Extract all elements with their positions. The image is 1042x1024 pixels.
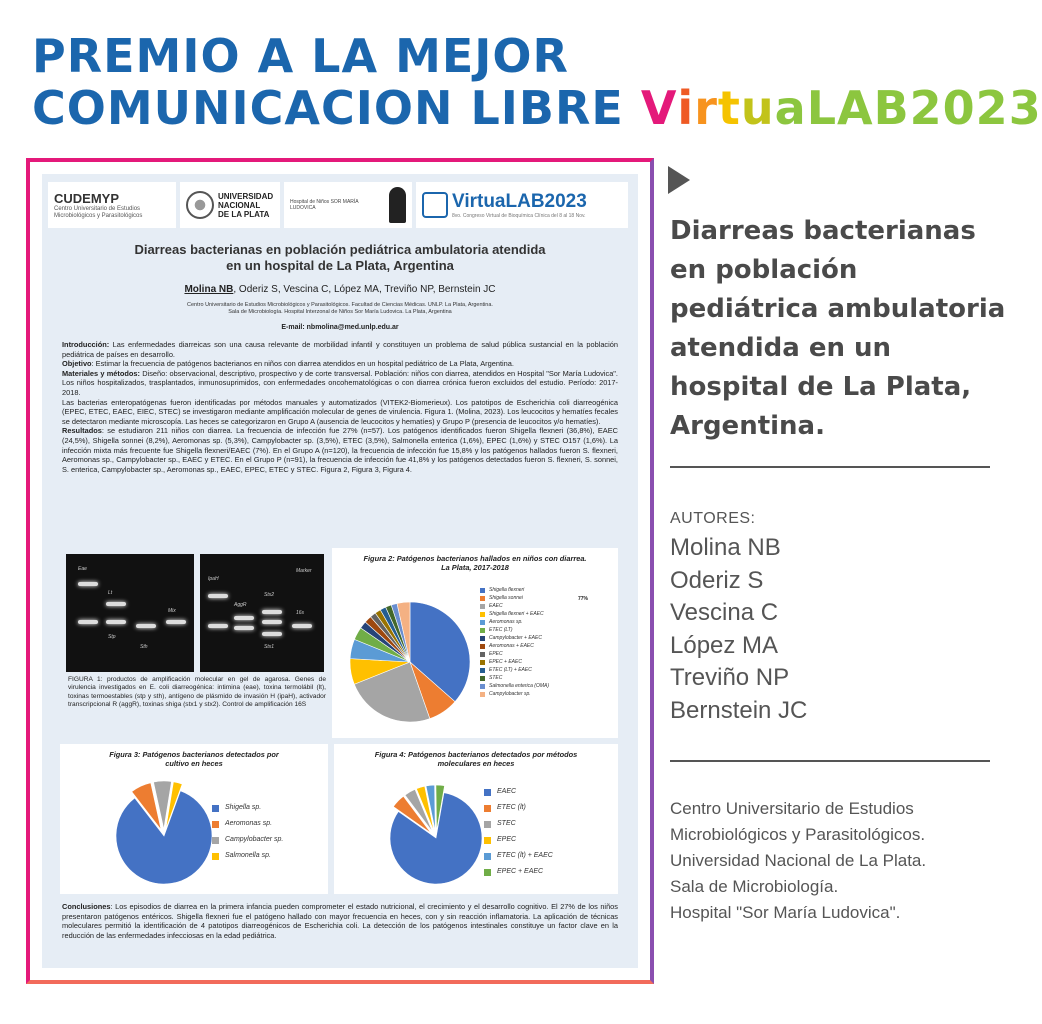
legend-swatch — [484, 853, 491, 860]
legend-swatch — [480, 628, 485, 633]
poster-frame — [26, 158, 654, 984]
poster-other-authors: , Oderiz S, Vescina C, López MA, Treviño NP, Bernstein JC — [233, 284, 496, 295]
virtualab-brand — [641, 81, 1042, 135]
unlp-seal-icon — [186, 191, 214, 219]
authors-list — [670, 532, 807, 727]
figure-2-slices — [350, 602, 470, 722]
intro-paragraph — [62, 340, 618, 359]
poster — [42, 174, 638, 968]
figure-3 — [60, 744, 328, 894]
legend-label: Campylobacter sp. — [225, 836, 284, 843]
affiliation-list — [670, 796, 1020, 926]
legend-swatch — [484, 789, 491, 796]
legend-item — [480, 642, 549, 650]
brand-letter: i — [677, 81, 695, 135]
cudemyp-name: CUDEMYP — [54, 190, 120, 206]
nun-silhouette-icon — [389, 187, 406, 223]
virtualab-logo-text — [452, 191, 587, 219]
poster-affiliation: Sala de Microbiología. Hospital Interzonal de Niños Sor María Ludovica. La Plata, Argentina — [228, 309, 452, 315]
affiliation-line: Universidad Nacional de La Plata. — [670, 851, 927, 870]
gel-band — [262, 610, 282, 614]
legend-item — [480, 594, 549, 602]
legend-item — [480, 610, 549, 618]
legend-swatch — [212, 805, 219, 812]
results-text: : se estudiaron 211 niños con diarrea. La frecuencia de infección fue 27% (n=57). Los patógenos identificados fueron Shigella flexneri (36,8%), EAEC (24,5%), Shigella sonnei (8,2%), Aeromonas sp. (5,3%), Campylobacter sp. (3,5%), ETEC (3,5%), Salmonella enterica (1,6%), EPEC (1,6%) y STEC O157 (1,6%). La infección mixta más frecuente fue Shigella flexneri/EAEC (7%). En el Grupo A (n=120), la frecuencia de infección fue 15,8% y los patógenos hallados fueron S. flexneri, Aeromonas sp., Campylobacter sp., EAEC y ETEC. En el Grupo P (n=91), la frecuencia de infección fue 41,8% y los patógenos detectados fueron S. flexneri, S. sonnei, S. enterica, Campylobacter sp., Aeromonas sp., EAEC, EPEC, ETEC y STEC. Figura 2, Figura 3, Figura 4. — [62, 426, 618, 474]
legend-item — [480, 658, 549, 666]
legend-label: Salmonella enterica (OMA) — [489, 683, 550, 689]
author-name: Oderiz S — [670, 566, 764, 594]
legend-swatch — [212, 837, 219, 844]
legend-swatch — [480, 636, 485, 641]
gel-band — [262, 620, 282, 624]
gel-label: 16s — [296, 610, 305, 616]
legend-item — [480, 674, 549, 682]
legend-swatch — [484, 805, 491, 812]
legend-label: EAEC — [497, 788, 517, 795]
legend-label: STEC — [489, 675, 503, 681]
poster-affiliations — [82, 302, 598, 316]
figure-2-brace-label: 77% — [578, 596, 589, 602]
gel-band — [234, 626, 254, 630]
gel-band — [208, 594, 228, 598]
brand-letter: L — [806, 81, 837, 135]
poster-authors — [62, 284, 618, 295]
legend-item — [484, 784, 553, 800]
figure-3-legend — [212, 800, 283, 864]
legend-swatch — [484, 821, 491, 828]
legend-label: ETEC (lt) + EAEC — [497, 852, 553, 859]
figure-3-pie — [60, 744, 328, 894]
legend-item — [484, 800, 553, 816]
brand-letter: u — [740, 81, 775, 135]
legend-swatch — [212, 853, 219, 860]
legend-label: Campylobacter sp. — [489, 691, 531, 697]
brand-letter: r — [694, 81, 718, 135]
cudemyp-logo — [48, 182, 176, 228]
intro-text: Las enfermedades diarreicas son una causa relevante de morbilidad infantil y constituyen un problema de salud pública sustancial en la población pediátrica de países en desarrollo. — [62, 340, 618, 359]
conclusions-text: : Los episodios de diarrea en la primera infancia pueden comprometer el estado nutricional, el crecimiento y el desarrollo cognitivo. El 27% de los niños presentaron patógenos entéricos. Shigella flexneri fue el patógeno hallado con mayor frecuencia en heces, con y sin reacción inflamatoria. La aplicación de técnicas moleculares permitió la identificación de 4 patotipos diarreogénicos de Escherichia coli. La detección de los patógenos intestinales constituye un factor clave en la reducción de las enfermedades infecciosas en la edad pediátrica. — [62, 902, 618, 940]
legend-label: STEC — [497, 820, 516, 827]
unlp-logo — [180, 182, 280, 228]
legend-label: EAEC — [489, 603, 503, 609]
gel-label: AggR — [234, 602, 247, 608]
hospital-name: Hospital de Niños SOR MARÍA LUDOVICA — [290, 199, 359, 211]
legend-label: ETEC (lt) — [497, 804, 526, 811]
legend-swatch — [480, 684, 485, 689]
legend-swatch — [480, 596, 485, 601]
hospital-logo — [284, 182, 412, 228]
legend-swatch — [480, 604, 485, 609]
figure-4-legend — [484, 784, 553, 880]
methods-text: Diseño: observacional, descriptivo, prospectivo y de corte transversal. Población: niños con diarrea, atendidos en Hospital "Sor María Ludovica". Los niños hospitalizados, trasplantados, inmunosuprimidos, con enfermedades oncohematológicas o con diarrea crónica fueron excluidos del estudio. Período: 2017-2018. — [62, 368, 618, 397]
affiliation-line: Hospital "Sor María Ludovica". — [670, 903, 901, 922]
legend-item — [480, 602, 549, 610]
legend-item — [480, 682, 549, 690]
author-name: Treviño NP — [670, 664, 790, 691]
legend-swatch — [480, 660, 485, 665]
gel-band — [166, 620, 186, 624]
header — [32, 29, 1042, 135]
figure-3-slices — [116, 781, 212, 884]
figure-4 — [334, 744, 618, 894]
gel-label: Stx2 — [264, 592, 275, 598]
figure-2-title: Figura 2: Patógenos bacterianos hallados en niños con diarrea. La Plata, 2017-2018 — [363, 554, 587, 572]
poster-title-line: en un hospital de La Plata, Argentina — [226, 258, 454, 273]
header-line-1: PREMIO A LA MEJOR — [32, 29, 569, 83]
legend-label: EPEC — [489, 651, 503, 657]
legend-item — [480, 586, 549, 594]
legend-label: Aeromonas + EAEC — [489, 643, 534, 649]
affiliation-line: Sala de Microbiología. — [670, 877, 839, 896]
legend-swatch — [480, 620, 485, 625]
virtualab-title: VirtuaLAB2023 — [452, 191, 587, 212]
play-arrow-icon — [668, 166, 690, 194]
objective-paragraph — [62, 359, 618, 369]
computer-icon — [422, 192, 448, 218]
legend-label: Campylobacter + EAEC — [489, 635, 542, 641]
legend-label: ETEC (LT) — [489, 627, 513, 633]
gel-label: Sth — [140, 644, 148, 650]
affiliation-line: Microbiológicos y Parasitológicos. — [670, 825, 926, 844]
gel-band — [208, 624, 228, 628]
unlp-name — [218, 192, 273, 219]
figure-4-pie — [334, 744, 618, 894]
legend-swatch — [480, 668, 485, 673]
unlp-line: UNIVERSIDAD — [218, 191, 274, 201]
poster-first-author: Molina NB — [184, 284, 234, 295]
legend-item — [480, 626, 549, 634]
gel-label: Marker — [296, 568, 312, 574]
gel-image-left — [66, 554, 194, 672]
methods-label: Materiales y métodos: — [62, 368, 140, 378]
methods-paragraph-2: Las bacterias enteropatógenas fueron identificadas por métodos manuales y automatizados (VITEK2-Biomerieux). Los patotipos de Escherichia coli diarreogénica (EPEC, ETEC, EAEC, EIEC, STEC) se investigaron mediante amplificación molecular de genes de virulencia. Figura 1. (Molina, 2023). Los leucocitos y hematíes fecales se detectaron mediante microscopía. Las heces se categorizaron en Grupo A (ausencia de leucocitos y hematíes) y Grupo P (presencia de leucocitos y/o hematíes). — [62, 397, 618, 426]
authors-label: AUTORES: — [670, 510, 756, 527]
poster-title — [62, 242, 618, 274]
gel-band — [78, 620, 98, 624]
legend-swatch — [484, 869, 491, 876]
legend-label: Shigella sonnei — [489, 595, 523, 601]
unlp-line: DE LA PLATA — [218, 209, 270, 219]
results-label: Resultados — [62, 426, 102, 436]
gel-label: Eae — [78, 566, 87, 572]
poster-title-line: Diarreas bacterianas en población pediátrica ambulatoria atendida — [134, 242, 546, 257]
divider — [670, 760, 990, 762]
legend-swatch — [480, 612, 485, 617]
author-name: Molina NB — [670, 534, 781, 561]
legend-swatch — [480, 676, 485, 681]
gel-label: IpaH — [208, 576, 219, 582]
gel-image-right — [200, 554, 324, 672]
header-line-2-text: COMUNICACION LIBRE — [32, 81, 624, 135]
poster-email: E-mail: nbmolina@med.unlp.edu.ar — [281, 324, 399, 331]
legend-label: Shigella flexneri — [489, 587, 525, 593]
legend-item — [484, 864, 553, 880]
legend-item — [212, 816, 283, 832]
legend-item — [212, 848, 283, 864]
gel-band — [262, 632, 282, 636]
gel-label: Stx1 — [264, 644, 275, 650]
gel-band — [106, 620, 126, 624]
legend-item — [212, 800, 283, 816]
figure-3-title: Figura 3: Patógenos bacterianos detectados por cultivo en heces — [109, 750, 279, 768]
legend-item — [212, 832, 283, 848]
author-name: Vescina C — [670, 599, 779, 626]
gel-band — [136, 624, 156, 628]
legend-item — [480, 618, 549, 626]
gel-label: Stp — [108, 634, 116, 640]
unlp-line: NACIONAL — [218, 200, 261, 210]
methods-paragraph — [62, 369, 618, 398]
legend-item — [480, 634, 549, 642]
legend-swatch — [480, 644, 485, 649]
legend-label: Shigella sp. — [225, 804, 262, 811]
legend-swatch — [484, 837, 491, 844]
legend-label: Aeromonas sp. — [225, 820, 273, 827]
results-paragraph — [62, 426, 618, 474]
gel-label: Mix — [168, 608, 176, 614]
virtualab-subtitle: 8vo. Congreso Virtual de Bioquímica Clínica del 8 al 18 Nov. — [452, 213, 586, 219]
legend-label: Aeromonas sp. — [489, 619, 523, 625]
legend-swatch — [212, 821, 219, 828]
legend-label: Shigella flexneri + EAEC — [489, 611, 544, 617]
figure-1-caption: FIGURA 1: productos de amplificación molecular en gel de agarosa. Genes de virulencia investigados en E. coli diarreogénica: intimina (eae), toxina termolábil (lt), toxinas termoestables (stp y sth), antígeno de plásmido de invasión H (ipaH), activador transcripcional R (aggR), toxinas shiga (stx1 y stx2). Control de amplificación 16S — [68, 676, 326, 709]
author-name: López MA — [670, 631, 779, 659]
intro-label: Introducción: — [62, 340, 110, 349]
legend-swatch — [480, 692, 485, 697]
gel-band — [234, 616, 254, 620]
brand-letter: A — [837, 81, 874, 135]
poster-affiliation: Centro Universitario de Estudios Microbiológicos y Parasitológicos. Facultad de Ciencias Médicas. UNLP. La Plata, Argentina. — [187, 302, 493, 308]
header-line-2 — [32, 81, 1042, 135]
legend-label: EPEC + EAEC — [497, 868, 544, 875]
brand-letter: t — [717, 81, 741, 135]
objective-text: : Estimar la frecuencia de patógenos bacterianos en niños con diarrea atendidos en un hospital pediátrico de La Plata, Argentina. — [91, 359, 514, 369]
legend-label: EPEC + EAEC — [489, 659, 522, 665]
gel-label: Lt — [108, 590, 113, 596]
virtualab-logo — [416, 182, 628, 228]
gel-band — [292, 624, 312, 628]
legend-swatch — [480, 588, 485, 593]
brand-letter: V — [640, 81, 678, 135]
legend-label: ETEC (LT) + EAEC — [489, 667, 532, 673]
legend-label: EPEC — [497, 836, 517, 843]
poster-body — [62, 340, 618, 474]
legend-item — [480, 650, 549, 658]
affiliation-line: Centro Universitario de Estudios — [670, 799, 914, 818]
figure-4-title: Figura 4: Patógenos bacterianos detectados por métodos moleculares en heces — [374, 750, 578, 768]
brand-year: 2023 — [909, 81, 1042, 135]
legend-item — [480, 690, 549, 698]
figure-2 — [332, 548, 618, 738]
brand-letter: a — [774, 81, 807, 135]
objective-label: Objetivo — [62, 359, 92, 369]
legend-swatch — [480, 652, 485, 657]
divider — [670, 466, 990, 468]
conclusions-label: Conclusiones — [62, 902, 111, 911]
sidebar-title: Diarreas bacterianas en población pediátrica ambulatoria atendida en un hospital de La Plata, Argentina. — [670, 216, 1006, 441]
cudemyp-subtitle: Centro Universitario de Estudios Microbiológicos y Parasitológicos — [54, 205, 143, 219]
figure-4-slices — [390, 785, 482, 884]
legend-label: Salmonella sp. — [225, 852, 271, 859]
legend-item — [484, 848, 553, 864]
author-name: Bernstein JC — [670, 696, 808, 724]
legend-item — [480, 666, 549, 674]
gel-band — [78, 582, 98, 586]
legend-item — [484, 832, 553, 848]
logo-strip — [48, 182, 632, 228]
figure-2-legend — [480, 586, 549, 698]
figure-2-pie — [332, 548, 618, 738]
gel-band — [106, 602, 126, 606]
brand-letter: B — [873, 81, 910, 135]
conclusions-paragraph — [62, 902, 618, 940]
legend-item — [484, 816, 553, 832]
